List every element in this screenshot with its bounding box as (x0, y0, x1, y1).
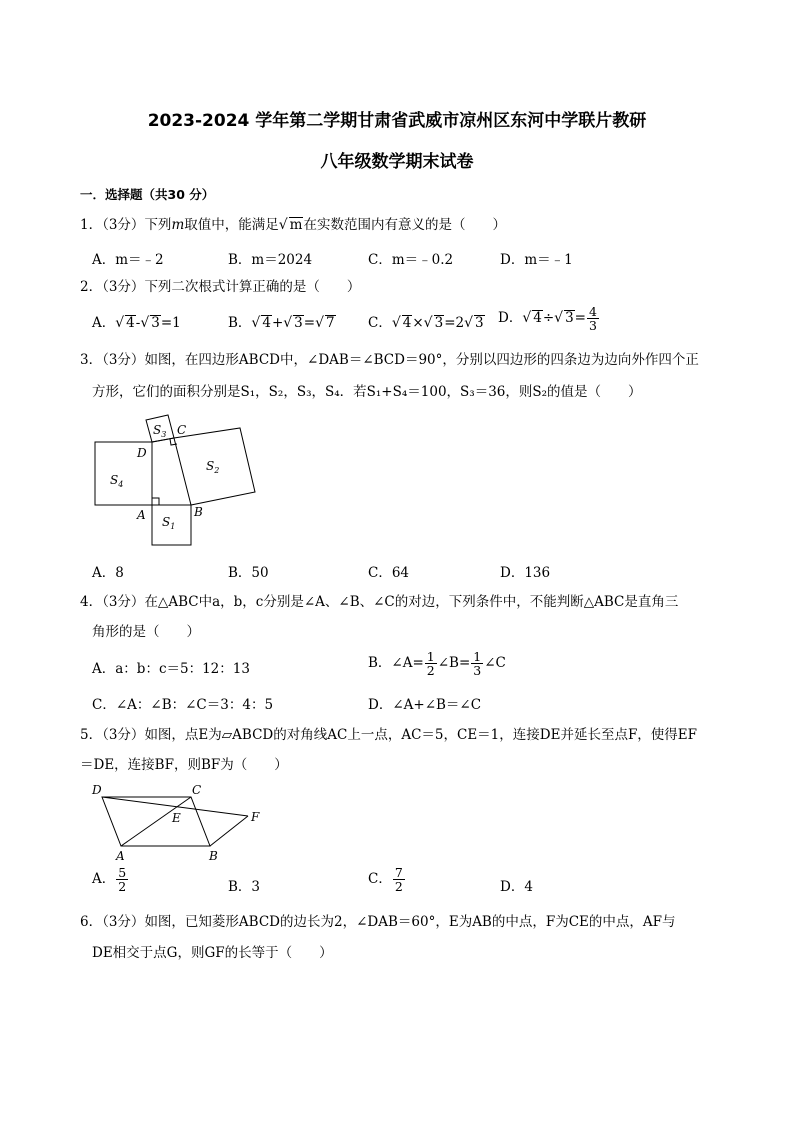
q5-c-frac (393, 866, 405, 893)
q2-c-r2: 3 (434, 315, 444, 331)
q2-b-label: B． (228, 315, 252, 331)
q1-var: m (171, 217, 185, 233)
q4-b-d1: 2 (426, 663, 435, 678)
segment-bf (210, 816, 248, 846)
q5-line1: 如图，点E为▱ABCD的对角线AC上一点，AC＝5，CE＝1，连接DE并延长至点F，使得EF (144, 727, 698, 743)
q2-d-fraction (587, 305, 599, 332)
q2-c-r1: 4 (402, 315, 412, 331)
q5-a-den: 2 (118, 879, 127, 894)
q4-b-d2: 3 (473, 663, 482, 678)
q5-figure (88, 780, 268, 866)
q3-option-b[interactable]: B．50 (228, 565, 269, 581)
q2-d-num: 4 (588, 304, 597, 319)
right-angle-c (170, 439, 177, 445)
q4-b-n2: 1 (473, 649, 482, 664)
q2-b-r3: 7 (326, 315, 335, 331)
q4-option-a[interactable]: A．a：b：c＝5：12：13 (92, 661, 250, 677)
q6-line2: DE相交于点G，则GF的长等于（ ） (92, 945, 333, 961)
q4-b-p2: ∠B= (437, 655, 471, 671)
q4-b-label: B． (368, 655, 392, 671)
q3-option-a[interactable]: A．8 (92, 565, 124, 581)
q2-b-r2: 3 (294, 315, 303, 331)
q2-a-r2: 3 (151, 315, 160, 331)
q4-line1: 在△ABC中a，b，c分别是∠A、∠B、∠C的对边，下列条件中，不能判断△ABC是直角三 (144, 594, 679, 610)
q5-c-den: 2 (394, 879, 403, 894)
q2-a-eq: =1 (160, 315, 181, 331)
label-e: E (172, 811, 181, 825)
q2-option-a[interactable]: A．√ 4-√ 3=1 (92, 315, 181, 331)
q2-c-op: × (412, 315, 424, 331)
q6-line1: 如图，已知菱形ABCD的边长为2，∠DAB＝60°，E为AB的中点，F为CE的中点，AF与 (144, 914, 676, 930)
q2-b-r1: 4 (262, 315, 271, 331)
label-a: A (116, 849, 125, 863)
q2-c-eq: =2 (444, 315, 465, 331)
q1-text-b: 取值中，能满足 (184, 217, 279, 233)
q5-a-frac (116, 866, 128, 893)
q1-text-a: 下列 (144, 217, 172, 233)
q5-c-num: 7 (394, 865, 403, 880)
question-6-number: 6．（3分） (80, 914, 145, 930)
q4-option-b[interactable] (368, 650, 506, 677)
q2-a-op: - (135, 315, 141, 331)
q4-option-d[interactable]: D．∠A+∠B＝∠C (368, 697, 482, 713)
q3-figure (90, 412, 265, 548)
q4-b-frac1 (425, 650, 437, 677)
q1-option-b[interactable]: B．m＝2024 (228, 252, 313, 268)
q2-b-eq: = (303, 315, 316, 331)
q2-d-den: 3 (588, 318, 597, 333)
label-b: B (194, 505, 203, 519)
sqrt-symbol: √ (278, 217, 288, 233)
q5-a-label: A． (92, 871, 116, 887)
q2-d-r1: 4 (533, 310, 542, 326)
question-6-stem (80, 913, 676, 931)
q1-option-c[interactable]: C．m＝﹣0.2 (368, 252, 454, 268)
q1-text-c: 在实数范围内有意义的是（ ） (303, 217, 506, 233)
label-s1: $S_1$ (162, 515, 176, 531)
q2-text: 下列二次根式计算正确的是（ ） (144, 279, 361, 295)
label-a: A (137, 508, 146, 522)
q4-line2: 角形的是（ ） (92, 624, 200, 640)
q5-option-c[interactable] (368, 866, 406, 893)
q5-option-a[interactable] (92, 866, 129, 893)
q2-option-c[interactable]: C．√ 4×√ 3=2√ 3 (368, 315, 484, 331)
q4-b-p1: ∠A= (391, 655, 424, 671)
q1-radicand: m (289, 217, 303, 233)
q4-b-n1: 1 (426, 649, 435, 664)
label-d: D (137, 446, 147, 460)
exam-title-line2: 八年级数学期末试卷 (320, 152, 474, 172)
q3-option-c[interactable]: C．64 (368, 565, 410, 581)
q2-c-r3: 3 (475, 315, 484, 331)
q2-option-b[interactable]: B．√ 4+√ 3=√ 7 (228, 315, 335, 331)
q1-option-a[interactable]: A．m＝﹣2 (92, 252, 164, 268)
label-b: B (209, 849, 218, 863)
question-4-number: 4．（3分） (80, 594, 145, 610)
q2-d-eq: = (574, 310, 586, 326)
q2-a-r1: 4 (126, 315, 135, 331)
question-1-stem (80, 216, 506, 234)
q2-d-r2: 3 (565, 310, 574, 326)
label-s2: $S_2$ (206, 459, 220, 475)
q3-line2: 方形，它们的面积分别是S₁，S₂，S₃，S₄．若S₁+S₄＝100，S₃＝36，则S₂的值是（ ） (92, 384, 642, 400)
section-heading: 一．选择题（共30 分） (80, 187, 215, 202)
q2-c-label: C． (368, 315, 392, 331)
q3-line1: 如图，在四边形ABCD中，∠DAB＝∠BCD＝90°，分别以四边形的四条边为边向外作四个正 (144, 352, 699, 368)
q5-c-label: C． (368, 871, 392, 887)
question-3-stem (80, 351, 699, 369)
q2-d-label: D． (498, 310, 523, 326)
question-4-stem (80, 593, 678, 611)
q4-b-frac2 (471, 650, 483, 677)
q2-b-op: + (271, 315, 284, 331)
label-c: C (192, 783, 202, 797)
q5-option-b[interactable]: B．3 (228, 879, 261, 895)
q4-b-p3: ∠C (484, 655, 506, 671)
label-s4: $S_4$ (110, 473, 124, 489)
q5-a-num: 5 (118, 865, 127, 880)
label-d: D (92, 783, 102, 797)
question-5-number: 5．（3分） (80, 727, 145, 743)
label-s3: $S_3$ (153, 423, 167, 439)
question-2-stem (80, 278, 360, 296)
q3-option-d[interactable]: D．136 (500, 565, 551, 581)
q2-option-d[interactable]: D．√ 4÷√ 3= $\frac{4}{3}$ (498, 304, 597, 333)
question-5-stem (80, 726, 697, 744)
right-angle-a (152, 498, 159, 505)
q5-option-d[interactable]: D．4 (500, 879, 533, 895)
label-f: F (251, 810, 260, 824)
q1-option-d[interactable]: D．m＝﹣1 (500, 252, 573, 268)
question-2-number: 2．（3分） (80, 279, 145, 295)
q2-a-label: A． (92, 315, 116, 331)
q4-option-c[interactable]: C．∠A：∠B：∠C＝3：4：5 (92, 697, 274, 713)
exam-title-line1: 2023-2024 学年第二学期甘肃省武威市凉州区东河中学联片教研 (147, 111, 647, 131)
label-c: C (177, 423, 187, 437)
q5-line2: ＝DE，连接BF，则BF为（ ） (80, 757, 288, 773)
question-3-number: 3．（3分） (80, 352, 145, 368)
question-1-number: 1．（3分） (80, 217, 145, 233)
q2-d-op: ÷ (542, 310, 555, 326)
